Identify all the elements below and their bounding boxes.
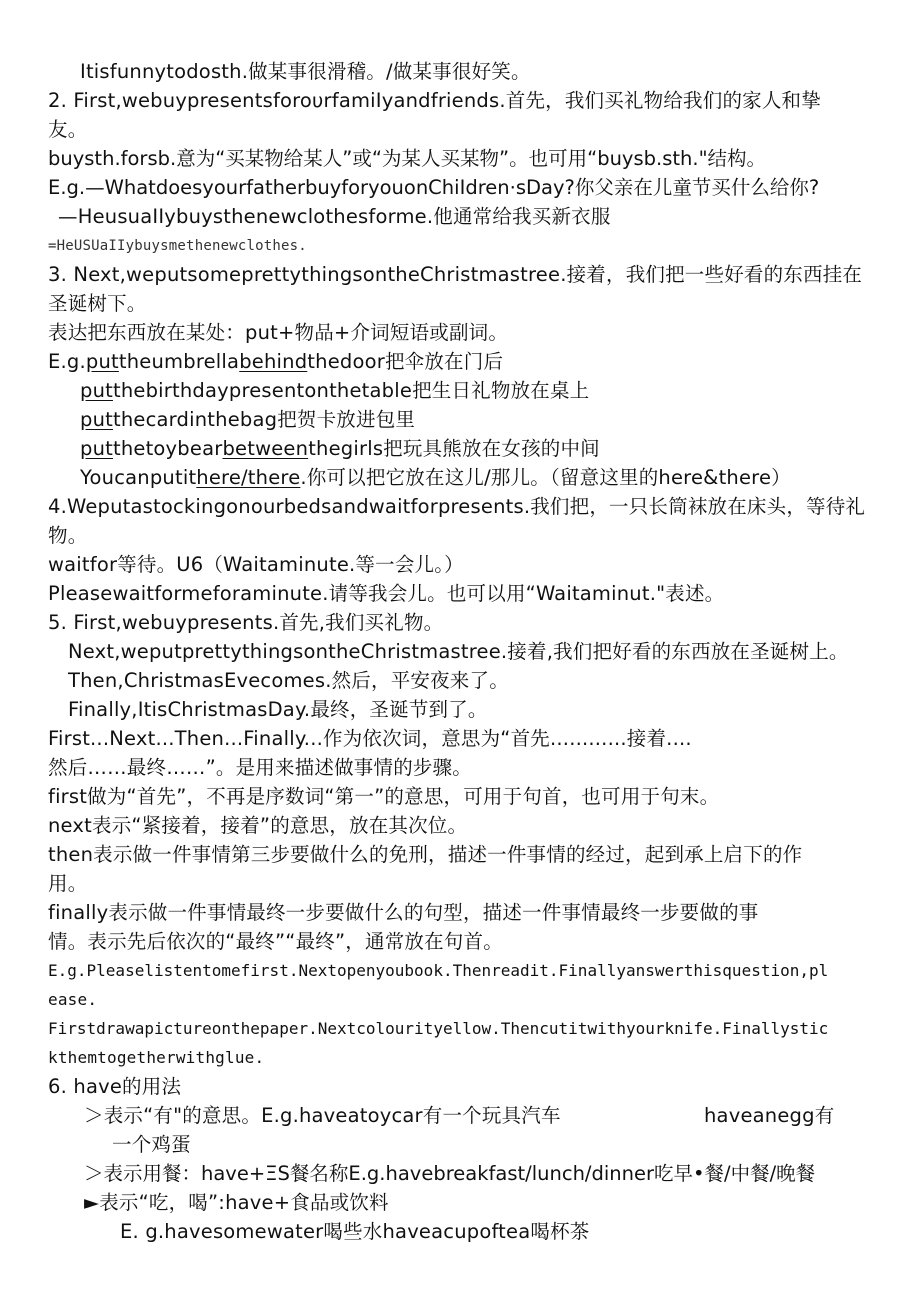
text-line: ＞表示用餐：have+ΞS餐名称E.g.havebreakfast/lunch/dinner吃早•餐/中餐/晚餐 xyxy=(84,1162,816,1185)
text-line: ＞表示“有"的意思。E.g.haveatoycar有一个玩具汽车 xyxy=(84,1104,561,1127)
text-line: 5. First,webuypresents.首先,我们买礼物。 xyxy=(48,611,444,634)
text-segment: E.g. xyxy=(48,350,86,373)
text-segment: thetoybear xyxy=(112,437,223,460)
example-line xyxy=(80,377,589,405)
example-line xyxy=(80,406,415,434)
underlined-word: put xyxy=(80,379,113,402)
underlined-word: put xyxy=(85,350,119,373)
text-line: E.g.—WhatdoesyourfatherbuyforyouonChiIdren·sDay?你父亲在儿童节买什么给你? xyxy=(48,176,820,199)
text-segment: theumbrella xyxy=(118,350,240,373)
text-line: next表示“紧接着，接着”的意思，放在其次位。 xyxy=(48,814,468,837)
example-line xyxy=(80,435,600,463)
text-line: =HeUSUaIIybuysmethenewclothes. xyxy=(48,238,307,254)
text-line: waitfor等待。U6（Waitaminute.等一会儿。） xyxy=(48,553,464,576)
example-line xyxy=(48,348,503,376)
underlined-word: put xyxy=(80,437,113,460)
text-line: 友。 xyxy=(48,118,88,141)
text-line: Then,ChristmasEvecomes.然后，平安夜来了。 xyxy=(68,669,509,692)
text-line: ease. xyxy=(48,990,98,1009)
text-line: 物。 xyxy=(48,524,88,547)
text-segment: thebirthdaypresentonthetable把生日礼物放在桌上 xyxy=(112,379,590,402)
text-line: 表达把东西放在某处：put+物品+介词短语或副词。 xyxy=(48,321,509,344)
underlined-word: between xyxy=(222,437,309,460)
text-line: then表示做一件事情第三步要做什么的免刑，描述一件事情的经过，起到承上启下的作 xyxy=(48,843,803,866)
text-segment: Youcanputit xyxy=(80,466,197,489)
underlined-word: put xyxy=(80,408,113,431)
text-line: finally表示做一件事情最终一步要做什么的句型，描述一件事情最终一步要做的事 xyxy=(48,901,759,924)
text-line: 情。表示先后依次的“最终”“最终”，通常放在句首。 xyxy=(48,930,503,953)
text-line: Firstdrawapictureonthepaper.Nextcolourityellow.Thencutitwithyourknife.Finallystic xyxy=(48,1019,829,1038)
text-line: 3. Next,weputsomeprettythingsontheChristmastree.接着，我们把一些好看的东西挂在 xyxy=(48,263,863,286)
text-line: 6. have的用法 xyxy=(48,1075,182,1098)
underlined-word: here/there xyxy=(196,466,301,489)
text-line: E. g.havesomewater喝些水haveacupoftea喝杯茶 xyxy=(120,1220,590,1243)
text-line: first做为“首先”，不再是序数词“第一”的意思，可用于句首，也可用于句末。 xyxy=(48,785,720,808)
text-line: kthemtogetherwithglue. xyxy=(48,1048,265,1067)
text-line: Next,weputprettythingsontheChristmastree.接着,我们把好看的东西放在圣诞树上。 xyxy=(68,640,849,663)
text-segment: .你可以把它放在这儿/那儿。（留意这里的here&there） xyxy=(300,466,791,489)
text-line: 圣诞树下。 xyxy=(48,292,147,315)
text-line: First...Next...Then...Finally...作为依次词，意思为“首先............接着.... xyxy=(48,727,692,750)
text-line: buysth.forsb.意为“买某物给某人”或“为某人买某物”。也可用“buysb.sth."结构。 xyxy=(48,147,767,170)
text-line: Finally,ItisChristmasDay.最终，圣诞节到了。 xyxy=(68,698,488,721)
text-segment: thegirls把玩具熊放在女孩的中间 xyxy=(308,437,600,460)
text-line: —HeusuaIIybuysthenewclothesforme.他通常给我买新衣服 xyxy=(58,205,611,228)
text-line: 用。 xyxy=(48,872,88,895)
text-line: E.g.Pleaselistentomefirst.Nextopenyoubook.Thenreadit.Finallyanswerthisquestion,pl xyxy=(48,961,829,980)
text-line: Pleasewaitformeforaminute.请等我会儿。也可以用“Waitaminut."表述。 xyxy=(48,582,725,605)
underlined-word: behind xyxy=(239,350,308,373)
text-segment: thedoor把伞放在门后 xyxy=(307,350,504,373)
text-line: 然后……最终……”。是用来描述做事情的步骤。 xyxy=(48,756,473,779)
text-line: 4.Weputastockingonourbedsandwaitforpresents.我们把，一只长筒袜放在床头，等待礼 xyxy=(48,495,866,518)
text-line: Itisfunnytodosth.做某事很滑稽。/做某事很好笑。 xyxy=(80,60,531,83)
text-line: 一个鸡蛋 xyxy=(112,1133,191,1156)
text-line: ►表示“吃，喝”:have+食品或饮料 xyxy=(84,1191,389,1214)
example-line xyxy=(80,464,791,492)
text-line: haveanegg有 xyxy=(704,1104,835,1127)
text-line: 2. First,webuypresentsforoυrfamiIyandfriends.首先，我们买礼物给我们的家人和挚 xyxy=(48,89,821,112)
text-segment: thecardinthebag把贺卡放进包里 xyxy=(112,408,416,431)
